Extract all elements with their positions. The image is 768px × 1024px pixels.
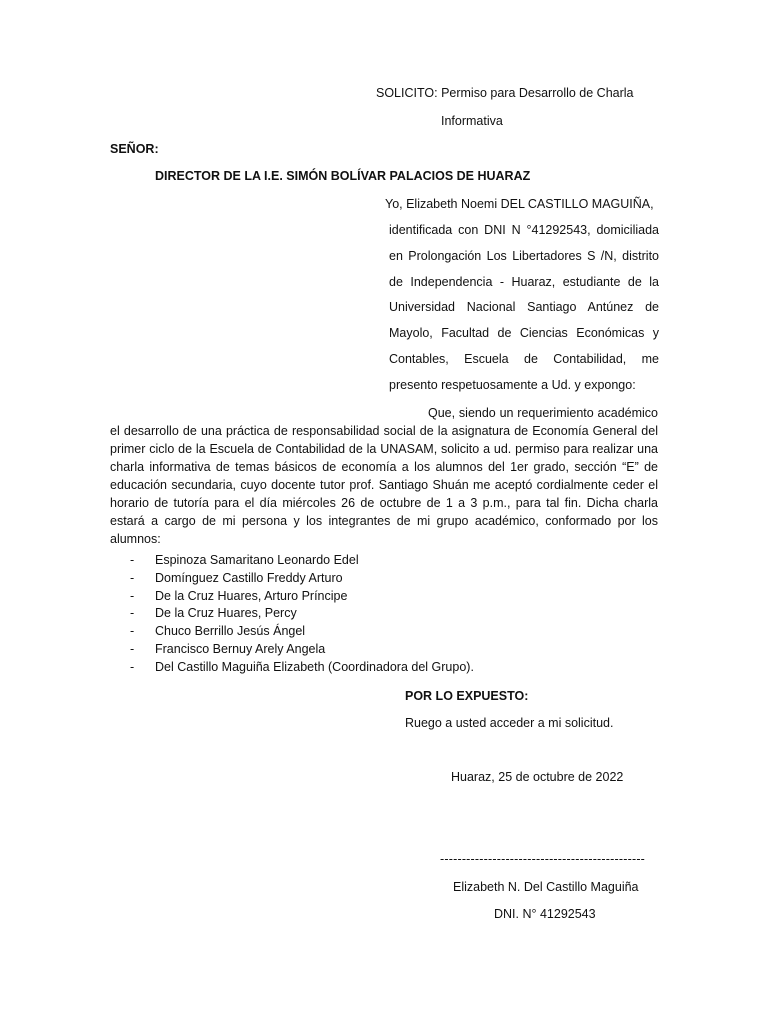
student-name: Espinoza Samaritano Leonardo Edel [155,553,359,567]
salutation: SEÑOR: [110,142,159,156]
list-item [130,623,474,641]
intro-line: Mayolo, Facultad de Ciencias Económicas y [389,326,659,340]
list-bullet: - [130,641,135,656]
closing-heading: POR LO EXPUESTO: [405,689,529,703]
intro-line: Yo, Elizabeth Noemi DEL CASTILLO MAGUIÑA, [385,197,654,211]
student-name: Domínguez Castillo Freddy Arturo [155,570,343,585]
closing-request: Ruego a usted acceder a mi solicitud. [405,716,614,730]
student-name: Chuco Berrillo Jesús Ángel [155,624,306,639]
list-bullet: - [130,570,135,585]
list-bullet: - [130,588,135,603]
list-bullet: - [130,624,135,639]
student-name: Del Castillo Maguiña Elizabeth (Coordinadora del Grupo). [155,659,474,674]
intro-line: en Prolongación Los Libertadores S /N, distrito [389,249,659,263]
signer-name: Elizabeth N. Del Castillo Maguiña [453,880,639,894]
subject-line-1: SOLICITO: Permiso para Desarrollo de Charla [376,86,634,100]
list-bullet: - [130,659,135,674]
student-name: De la Cruz Huares, Arturo Príncipe [155,588,348,603]
list-item [130,605,474,623]
list-item [130,659,474,677]
list-item [130,641,474,659]
signer-dni: DNI. N° 41292543 [494,907,596,921]
subject-line-2: Informativa [441,114,503,128]
list-item [130,588,474,606]
intro-line: de Independencia - Huaraz, estudiante de la [389,275,659,289]
recipient-title: DIRECTOR DE LA I.E. SIMÓN BOLÍVAR PALACIOS DE HUARAZ [155,169,531,183]
intro-line: Universidad Nacional Santiago Antúnez de [389,300,659,314]
list-item [130,552,474,570]
student-name: Francisco Bernuy Arely Angela [155,641,326,656]
intro-line: identificada con DNI N °41292543, domiciliada [389,223,659,237]
intro-line: Contables, Escuela de Contabilidad, me [389,352,659,366]
list-bullet: - [130,553,135,567]
request-paragraph: Que, siendo un requerimiento académico el desarrollo de una práctica de responsabilidad social de la asignatura de Economía General del primer ciclo de la Escuela de Contabilidad de la UNASAM, solicito a ud. permiso para realizar una charla informativa de temas básicos de economía a los alumnos del 1er grado, sección “E” de educación secundaria, cuyo docente tutor prof. Santiago Shuán me aceptó cordialmente ceder el horario de tutoría para el día miércoles 26 de octubre de 1 a 3 p.m., para tal fin. Dicha charla estará a cargo de mi persona y los integrantes de mi grupo académico, conformado por los alumnos: [110,406,658,546]
student-name: De la Cruz Huares, Percy [155,606,297,621]
signature-line: ----------------------------------------------- [440,852,646,866]
student-list [130,552,474,677]
intro-line: presento respetuosamente a Ud. y expongo: [389,378,636,392]
list-item [130,570,474,588]
list-bullet: - [130,606,135,621]
place-and-date: Huaraz, 25 de octubre de 2022 [451,770,624,784]
